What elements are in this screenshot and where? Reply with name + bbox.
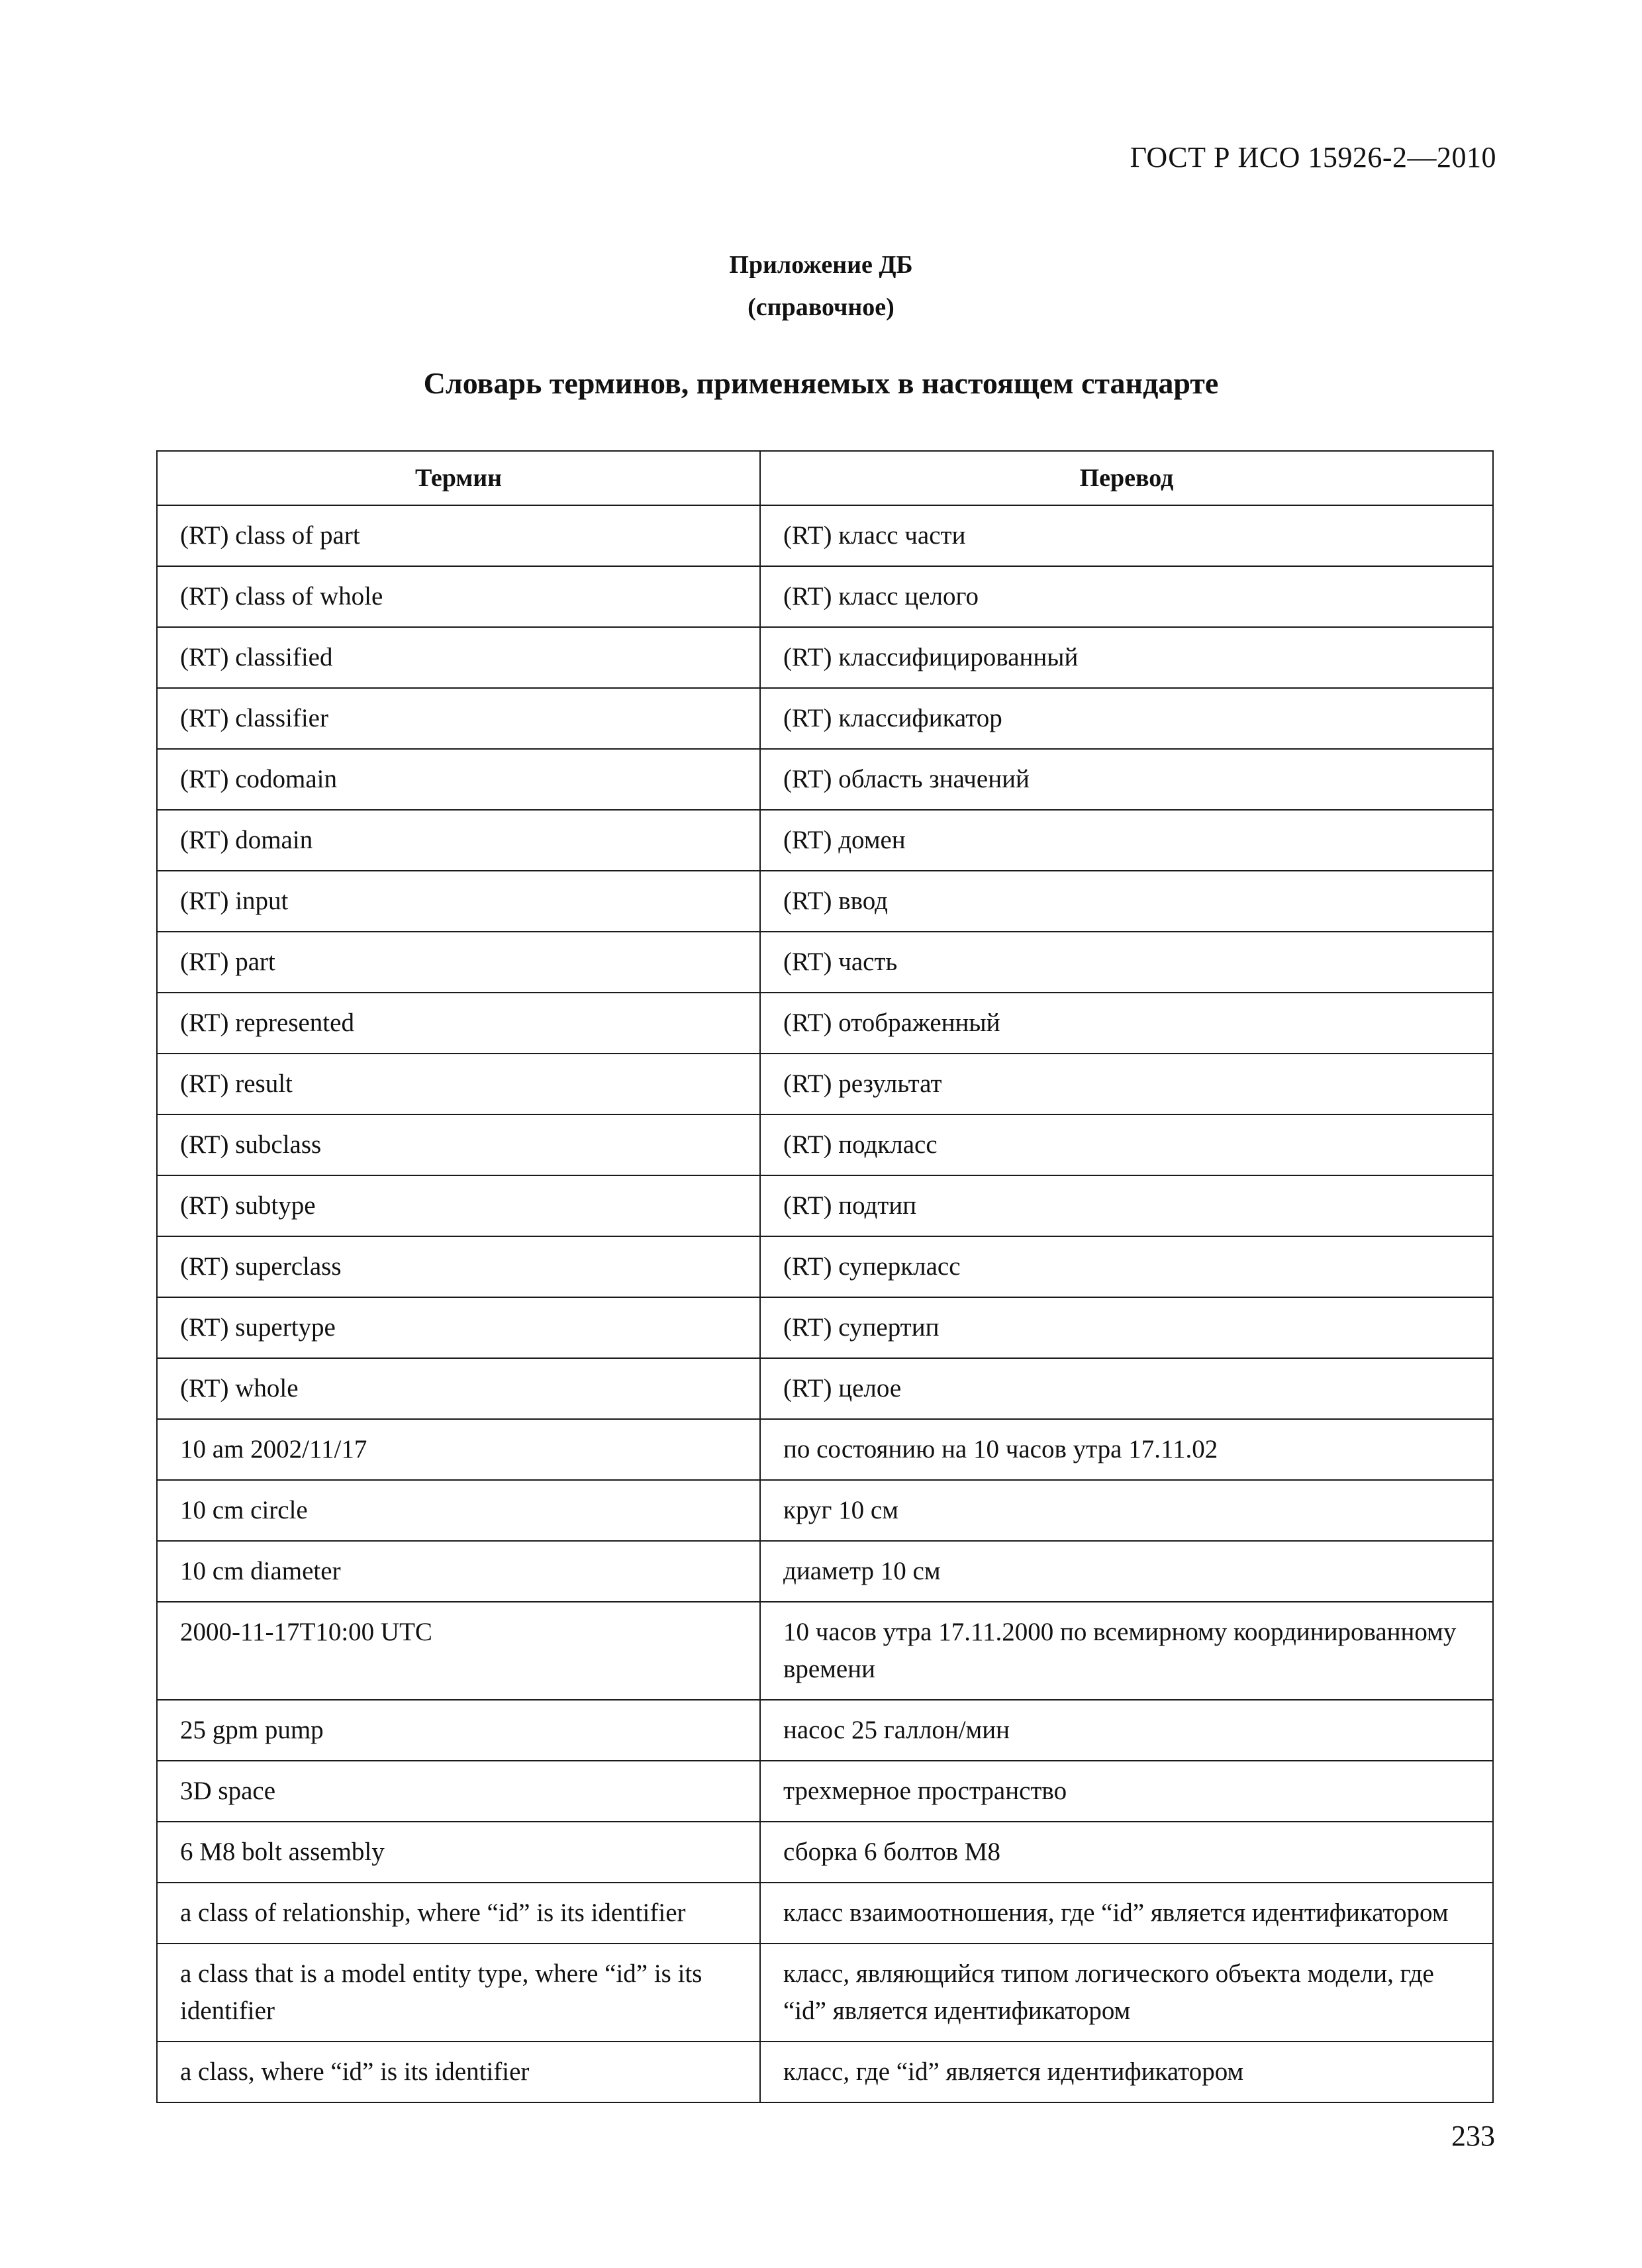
translation-cell: насос 25 галлон/мин (760, 1700, 1493, 1761)
table-row (157, 749, 1493, 810)
translation-cell: (RT) классифицированный (760, 627, 1493, 688)
page-number: 233 (1451, 2120, 1495, 2152)
translation-cell: (RT) результат (760, 1054, 1493, 1114)
term-cell: (RT) codomain (157, 749, 760, 810)
term-cell: (RT) superclass (157, 1236, 760, 1297)
translation-cell: по состоянию на 10 часов утра 17.11.02 (760, 1419, 1493, 1480)
term-cell: (RT) whole (157, 1358, 760, 1419)
term-cell: a class, where “id” is its identifier (157, 2042, 760, 2102)
translation-cell: (RT) подкласс (760, 1114, 1493, 1175)
translation-cell: (RT) часть (760, 932, 1493, 993)
translation-cell: класс взаимоотношения, где “id” является идентификатором (760, 1883, 1493, 1944)
table-row (157, 1054, 1493, 1114)
translation-cell: (RT) супертип (760, 1297, 1493, 1358)
table-row (157, 2042, 1493, 2102)
translation-cell: 10 часов утра 17.11.2000 по всемирному координированному времени (760, 1602, 1493, 1700)
table-row (157, 1541, 1493, 1602)
table-row (157, 1358, 1493, 1419)
translation-cell: класс, являющийся типом логического объекта модели, где “id” является идентификатором (760, 1944, 1493, 2042)
table-row (157, 505, 1493, 566)
terms-table-body (157, 505, 1493, 2102)
translation-cell: сборка 6 болтов М8 (760, 1822, 1493, 1883)
standard-code: ГОСТ Р ИСО 15926-2—2010 (1130, 141, 1496, 173)
table-row (157, 1761, 1493, 1822)
table-row (157, 566, 1493, 627)
term-cell: 2000-11-17T10:00 UTC (157, 1602, 760, 1700)
table-row (157, 688, 1493, 749)
term-cell: 10 cm diameter (157, 1541, 760, 1602)
translation-cell: (RT) домен (760, 810, 1493, 871)
term-cell: 3D space (157, 1761, 760, 1822)
translation-cell: (RT) суперкласс (760, 1236, 1493, 1297)
translation-cell: (RT) ввод (760, 871, 1493, 932)
term-cell: 6 M8 bolt assembly (157, 1822, 760, 1883)
table-row (157, 1480, 1493, 1541)
table-row (157, 1236, 1493, 1297)
table-row (157, 871, 1493, 932)
table-header-row (157, 451, 1493, 505)
translation-cell: (RT) область значений (760, 749, 1493, 810)
translation-cell: диаметр 10 см (760, 1541, 1493, 1602)
term-cell: (RT) subtype (157, 1175, 760, 1236)
translation-cell: (RT) класс части (760, 505, 1493, 566)
table-row (157, 1700, 1493, 1761)
column-header-translation: Перевод (760, 451, 1493, 505)
term-cell: 10 am 2002/11/17 (157, 1419, 760, 1480)
dictionary-title: Словарь терминов, применяемых в настоящем стандарте (423, 366, 1219, 400)
term-cell: (RT) input (157, 871, 760, 932)
term-cell: (RT) classified (157, 627, 760, 688)
translation-cell: (RT) отображенный (760, 993, 1493, 1054)
annex-subtitle: (справочное) (748, 293, 894, 321)
column-header-term: Термин (157, 451, 760, 505)
translation-cell: (RT) классификатор (760, 688, 1493, 749)
table-row (157, 810, 1493, 871)
term-cell: a class of relationship, where “id” is its identifier (157, 1883, 760, 1944)
translation-cell: класс, где “id” является идентификатором (760, 2042, 1493, 2102)
term-cell: (RT) part (157, 932, 760, 993)
table-row (157, 1419, 1493, 1480)
translation-cell: (RT) целое (760, 1358, 1493, 1419)
term-cell: (RT) result (157, 1054, 760, 1114)
translation-cell: (RT) подтип (760, 1175, 1493, 1236)
table-row (157, 627, 1493, 688)
term-cell: (RT) classifier (157, 688, 760, 749)
annex-heading (0, 244, 1642, 328)
table-row (157, 1114, 1493, 1175)
terms-table (156, 450, 1494, 2103)
term-cell: (RT) class of whole (157, 566, 760, 627)
table-row (157, 1297, 1493, 1358)
table-row (157, 993, 1493, 1054)
annex-title: Приложение ДБ (729, 251, 913, 279)
translation-cell: трехмерное пространство (760, 1761, 1493, 1822)
table-row (157, 1822, 1493, 1883)
table-row (157, 932, 1493, 993)
term-cell: (RT) represented (157, 993, 760, 1054)
table-row (157, 1175, 1493, 1236)
term-cell: 25 gpm pump (157, 1700, 760, 1761)
table-row (157, 1944, 1493, 2042)
term-cell: (RT) class of part (157, 505, 760, 566)
translation-cell: (RT) класс целого (760, 566, 1493, 627)
term-cell: 10 cm circle (157, 1480, 760, 1541)
translation-cell: круг 10 см (760, 1480, 1493, 1541)
term-cell: (RT) subclass (157, 1114, 760, 1175)
table-row (157, 1883, 1493, 1944)
table-row (157, 1602, 1493, 1700)
term-cell: a class that is a model entity type, where “id” is its identifier (157, 1944, 760, 2042)
term-cell: (RT) supertype (157, 1297, 760, 1358)
term-cell: (RT) domain (157, 810, 760, 871)
